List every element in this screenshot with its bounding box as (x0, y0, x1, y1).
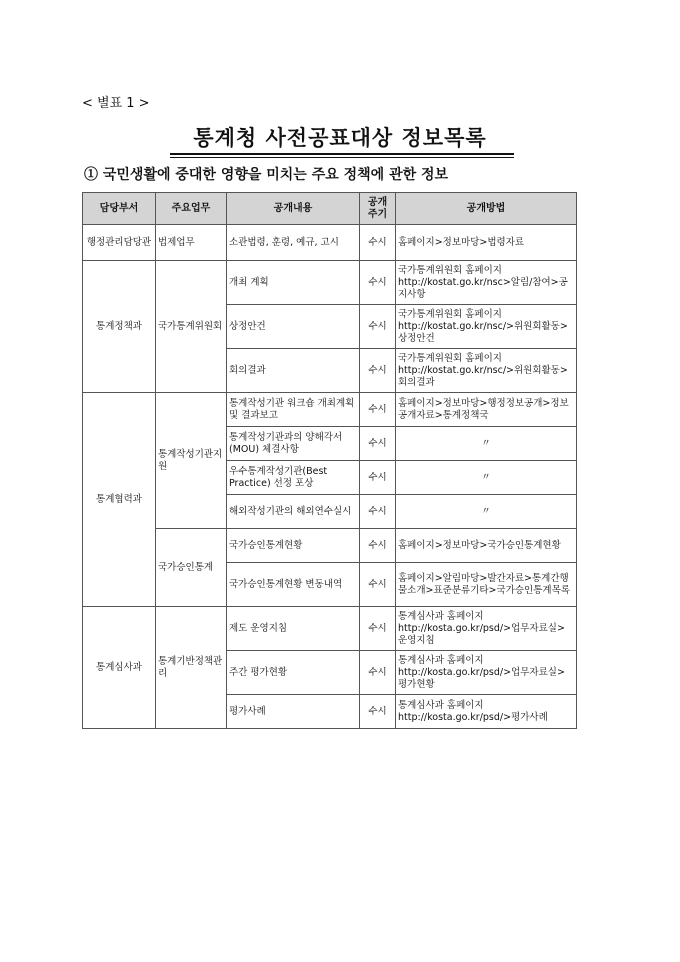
cell-cycle: 수시 (360, 495, 396, 529)
cell-method: 국가통계위원회 홈페이지 http://kostat.go.kr/nsc/>위원회활동>회의결과 (396, 349, 577, 393)
cell-method: 홈페이지>정보마당>행정정보공개>정보공개자료>통계정책국 (396, 393, 577, 427)
cell-cycle: 수시 (360, 261, 396, 305)
cell-content: 주간 평가현황 (227, 651, 360, 695)
cell-content: 우수통계작성기관(Best Practice) 선정 포상 (227, 461, 360, 495)
table-row (83, 607, 577, 651)
cell-cycle: 수시 (360, 305, 396, 349)
table-row (83, 261, 577, 305)
cell-cycle: 수시 (360, 607, 396, 651)
header-dept: 담당부서 (83, 193, 156, 225)
cell-dept: 통계심사과 (83, 607, 156, 729)
cell-cycle: 수시 (360, 695, 396, 729)
cell-method: 통계심사과 홈페이지 http://kosta.go.kr/psd/>평가사례 (396, 695, 577, 729)
title-underline (170, 153, 514, 155)
cell-task: 국가통계위원회 (156, 261, 227, 393)
cell-content: 소관법령, 훈령, 예규, 고시 (227, 225, 360, 261)
cell-content: 국가승인통계현황 (227, 529, 360, 563)
header-cycle: 공개 주기 (360, 193, 396, 225)
cell-content: 개최 계획 (227, 261, 360, 305)
cell-cycle: 수시 (360, 529, 396, 563)
cell-task: 법제업무 (156, 225, 227, 261)
cell-content: 국가승인통계현황 변동내역 (227, 563, 360, 607)
cell-method: 홈페이지>정보마당>법령자료 (396, 225, 577, 261)
table-header-row (83, 193, 577, 225)
cell-content: 해외작성기관의 해외연수실시 (227, 495, 360, 529)
cell-cycle: 수시 (360, 427, 396, 461)
cell-method: 〃 (396, 461, 577, 495)
cell-method: 〃 (396, 427, 577, 461)
cell-cycle: 수시 (360, 563, 396, 607)
cell-method: 국가통계위원회 홈페이지 http://kostat.go.kr/nsc>알림/참여>공지사항 (396, 261, 577, 305)
cell-content: 평가사례 (227, 695, 360, 729)
cell-dept: 행정관리담당관 (83, 225, 156, 261)
cell-cycle: 수시 (360, 461, 396, 495)
cell-method: 홈페이지>알림마당>발간자료>통계간행물소개>표준분류기타>국가승인통계목록 (396, 563, 577, 607)
cell-cycle: 수시 (360, 393, 396, 427)
document-title: 통계청 사전공표대상 정보목록 (193, 125, 487, 150)
info-list-table (82, 192, 577, 729)
cell-dept: 통계정책과 (83, 261, 156, 393)
cell-method: 통계심사과 홈페이지 http://kosta.go.kr/psd/>업무자료실>운영지침 (396, 607, 577, 651)
cell-task: 국가승인통계 (156, 529, 227, 607)
header-content: 공개내용 (227, 193, 360, 225)
cell-method: 국가통계위원회 홈페이지 http://kostat.go.kr/nsc/>위원회활동>상정안건 (396, 305, 577, 349)
cell-content: 회의결과 (227, 349, 360, 393)
table-row (83, 225, 577, 261)
cell-dept: 통계협력과 (83, 393, 156, 607)
cell-task: 통계작성기관지원 (156, 393, 227, 529)
cell-cycle: 수시 (360, 349, 396, 393)
section-subtitle: ① 국민생활에 중대한 영향을 미치는 주요 정책에 관한 정보 (84, 167, 449, 183)
cell-method: 〃 (396, 495, 577, 529)
cell-method: 통계심사과 홈페이지 http://kosta.go.kr/psd/>업무자료실>평가현황 (396, 651, 577, 695)
cell-content: 통계작성기관 워크숍 개최계획 및 결과보고 (227, 393, 360, 427)
annex-label: < 별표 1 > (82, 96, 150, 111)
title-underline-thin (170, 157, 514, 158)
cell-cycle: 수시 (360, 225, 396, 261)
table-row (83, 529, 577, 563)
cell-content: 제도 운영지침 (227, 607, 360, 651)
cell-task: 통계기반정책관리 (156, 607, 227, 729)
table-row (83, 393, 577, 427)
cell-content: 통계작성기관과의 양해각서(MOU) 체결사항 (227, 427, 360, 461)
cell-content: 상정안건 (227, 305, 360, 349)
header-task: 주요업무 (156, 193, 227, 225)
cell-cycle: 수시 (360, 651, 396, 695)
header-method: 공개방법 (396, 193, 577, 225)
cell-method: 홈페이지>정보마당>국가승인통계현황 (396, 529, 577, 563)
